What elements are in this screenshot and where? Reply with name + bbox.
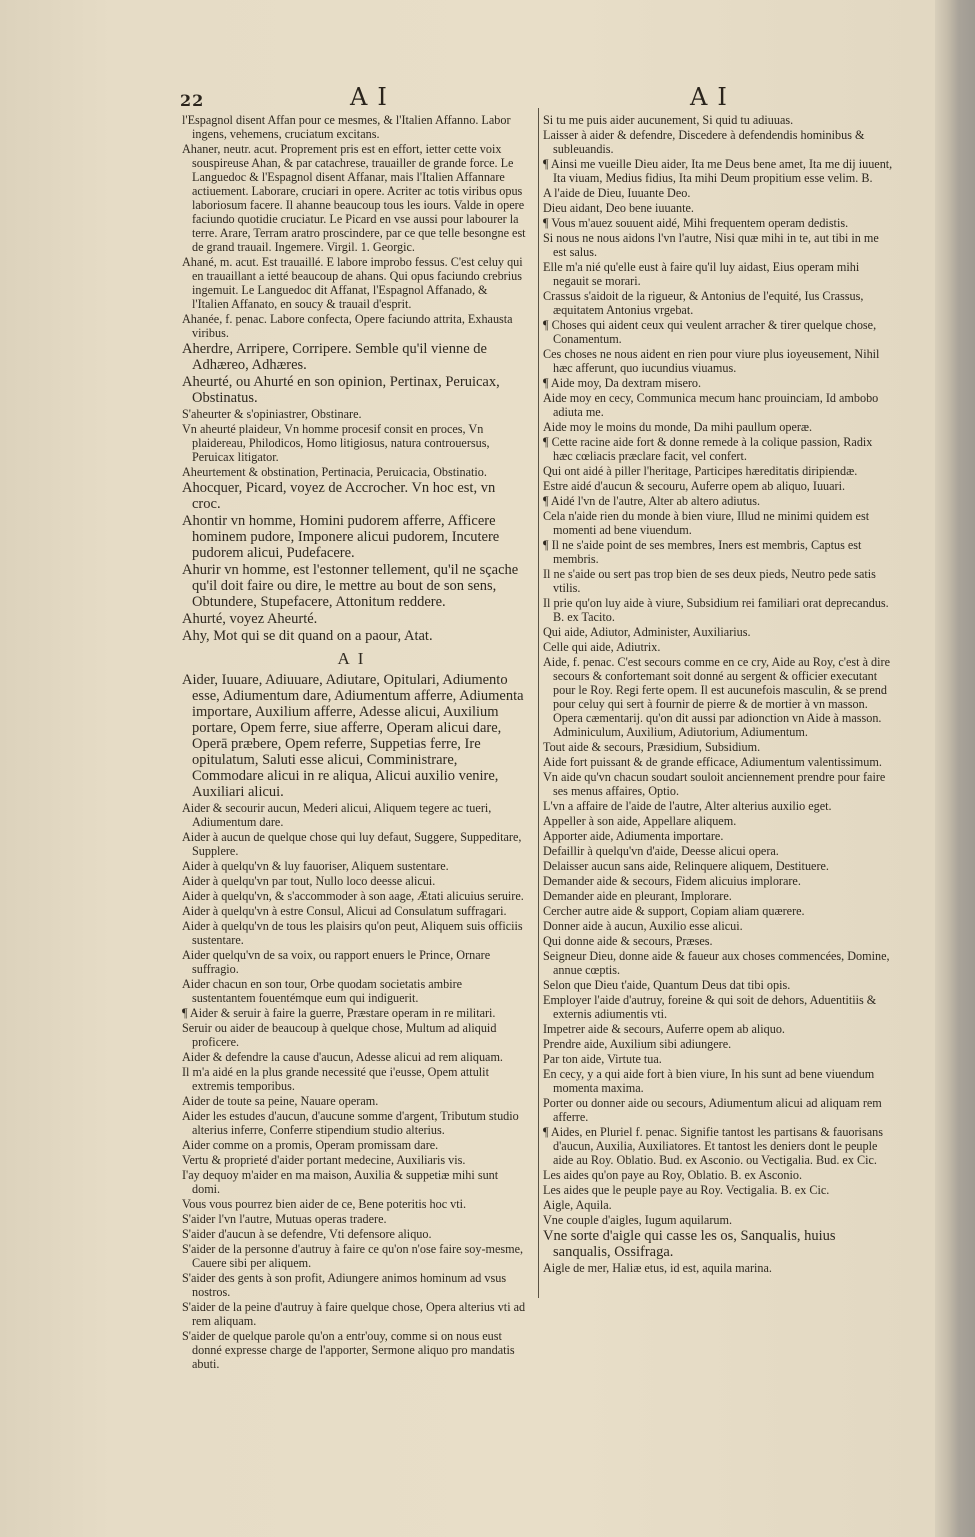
dictionary-entry: Aider à aucun de quelque chose qui luy defaut, Suggere, Suppeditare, Supplere. xyxy=(182,830,522,858)
running-header-right: AI xyxy=(690,83,737,111)
dictionary-entry: Laisser à aider & defendre, Discedere à defendendis hominibus & subleuandis. xyxy=(543,128,865,156)
dictionary-entry: Ahurir vn homme, est l'estonner tellement, qu'il ne sçache qu'il doit faire ou dire, le mettre au bout de son sens, Obtundere, Stupefacere, Attonitum reddere. xyxy=(182,562,519,610)
dictionary-entry: Aider & defendre la cause d'aucun, Adesse alicui ad rem aliquam. xyxy=(182,1050,503,1064)
dictionary-entry: Ahontir vn homme, Homini pudorem afferre, Afficere hominem pudore, Imponere alicui pudorem, Incutere pudorem alicui, Pudefacere. xyxy=(182,513,500,561)
dictionary-entry: Aider, Iuuare, Adiuuare, Adiutare, Opitulari, Adiumento esse, Adiumentum dare, Adiumentum afferre, Adiumenta importare, Auxilium afferre, Adesse alicui, Auxilium portare, Opem ferre, siue afferre, Operam alicui dare, Operā præbere, Opem referre, Suppetias ferre, Ire opitulatum, Saluti esse alicui, Comministrare, Commodare alicui in re aliqua, Alicui auxilio venire, Auxiliari alicui. xyxy=(182,672,524,800)
dictionary-entry: Seruir ou aider de beaucoup à quelque chose, Multum ad aliquid proficere. xyxy=(182,1021,497,1049)
dictionary-entry: Selon que Dieu t'aide, Quantum Deus dat tibi opis. xyxy=(543,978,791,992)
dictionary-entry: Si tu me puis aider aucunement, Si quid tu adiuuas. xyxy=(543,113,794,127)
dictionary-entry: Delaisser aucun sans aide, Relinquere aliquem, Destituere. xyxy=(543,859,829,873)
dictionary-entry: Seigneur Dieu, donne aide & faueur aux choses commencées, Domine, annue cœptis. xyxy=(543,949,890,977)
right-column xyxy=(543,113,893,1276)
dictionary-entry: Ahurté, voyez Aheurté. xyxy=(182,611,318,627)
dictionary-entry: Ahanée, f. penac. Labore confecta, Opere faciundo attrita, Exhausta viribus. xyxy=(182,312,513,340)
dictionary-entry: Tout aide & secours, Præsidium, Subsidium. xyxy=(543,740,761,754)
column-divider xyxy=(538,108,539,1298)
dictionary-entry: S'aheurter & s'opiniastrer, Obstinare. xyxy=(182,407,362,421)
dictionary-entry: ¶ Cette racine aide fort & donne remede à la colique passion, Radix hæc cœliacis præclare facit, vel confert. xyxy=(543,435,873,463)
dictionary-entry: Apporter aide, Adiumenta importare. xyxy=(543,829,724,843)
dictionary-entry: Demander aide en pleurant, Implorare. xyxy=(543,889,732,903)
dictionary-entry: Prendre aide, Auxilium sibi adiungere. xyxy=(543,1037,732,1051)
dictionary-entry: Il m'a aidé en la plus grande necessité que i'eusse, Opem attulit extremis temporibus. xyxy=(182,1065,489,1093)
dictionary-entry: Aider à quelqu'vn, & s'accommoder à son aage, Ætati alicuius seruire. xyxy=(182,889,524,903)
dictionary-entry: S'aider de la personne d'autruy à faire ce qu'on n'ose faire soy-mesme, Cauere sibi per aliquem. xyxy=(182,1242,524,1270)
dictionary-entry: A l'aide de Dieu, Iuuante Deo. xyxy=(543,186,691,200)
dictionary-entry: ¶ Vous m'auez souuent aidé, Mihi frequentem operam dedistis. xyxy=(543,216,849,230)
dictionary-entry: Donner aide à aucun, Auxilio esse alicui. xyxy=(543,919,743,933)
dictionary-entry: ¶ Ainsi me vueille Dieu aider, Ita me Deus bene amet, Ita me dij iuuent, Ita viuam, Medius fidius, Ita mihi Deum propitium esse velim. B. xyxy=(543,157,893,185)
dictionary-entry: Vn aide qu'vn chacun soudart souloit anciennement prendre pour faire ses menus affaires, Optio. xyxy=(543,770,886,798)
dictionary-entry: Les aides que le peuple paye au Roy. Vectigalia. B. ex Cic. xyxy=(543,1183,830,1197)
dictionary-entry: Celle qui aide, Adiutrix. xyxy=(543,640,661,654)
dictionary-entry: Aherdre, Arripere, Corripere. Semble qu'il vienne de Adhæreo, Adhæres. xyxy=(182,341,487,373)
dictionary-entry: Qui ont aidé à piller l'heritage, Participes hæreditatis diripiendæ. xyxy=(543,464,858,478)
dictionary-entry: Aider quelqu'vn de sa voix, ou rapport enuers le Prince, Ornare suffragio. xyxy=(182,948,491,976)
dictionary-entry: Aider & secourir aucun, Mederi alicui, Aliquem tegere ac tueri, Adiumentum dare. xyxy=(182,801,492,829)
dictionary-entry: S'aider d'aucun à se defendre, Vti defensore aliquo. xyxy=(182,1227,432,1241)
dictionary-entry: Vne couple d'aigles, Iugum aquilarum. xyxy=(543,1213,733,1227)
dictionary-entry: Aider à quelqu'vn & luy fauoriser, Aliquem sustentare. xyxy=(182,859,449,873)
dictionary-entry: ¶ Il ne s'aide point de ses membres, Iners est membris, Captus est membris. xyxy=(543,538,862,566)
dictionary-entry: Porter ou donner aide ou secours, Adiumentum alicui ad aliquam rem afferre. xyxy=(543,1096,882,1124)
dictionary-entry: Vn aheurté plaideur, Vn homme procesif consit en proces, Vn plaidereau, Philodicos, Homo litigiosus, natura controuersus, Peruicax litigator. xyxy=(182,422,490,464)
dictionary-entry: Si nous ne nous aidons l'vn l'autre, Nisi quæ mihi in te, aut tibi in me est salus. xyxy=(543,231,879,259)
dictionary-entry: S'aider de la peine d'autruy à faire quelque chose, Opera alterius vti ad rem aliquam. xyxy=(182,1300,526,1328)
dictionary-entry: ¶ Aides, en Pluriel f. penac. Signifie tantost les partisans & fauorisans d'aucun, Auxilia, Auxiliatores. Et tantost les deniers dont le peuple aide au Roy. Oblatio. Bud. ex Asconio. ou Vectigalia. Bud. ex Cic. xyxy=(543,1125,883,1167)
dictionary-entry: Employer l'aide d'autruy, foreine & qui soit de dehors, Aduentitiis & externis adiumentis vti. xyxy=(543,993,877,1021)
right-entries xyxy=(543,113,893,1275)
dictionary-entry: Appeller à son aide, Appellare aliquem. xyxy=(543,814,737,828)
dictionary-entry: Aider comme on a promis, Operam promissam dare. xyxy=(182,1138,439,1152)
dictionary-entry: S'aider des gents à son profit, Adiungere animos hominum ad vsus nostros. xyxy=(182,1271,507,1299)
dictionary-entry: Aigle, Aquila. xyxy=(543,1198,612,1212)
dictionary-entry: Aheurté, ou Ahurté en son opinion, Pertinax, Peruicax, Obstinatus. xyxy=(182,374,500,406)
left-entries-before xyxy=(182,113,527,644)
dictionary-entry: Aider à quelqu'vn à estre Consul, Alicui ad Consulatum suffragari. xyxy=(182,904,507,918)
running-header-left: AI xyxy=(350,83,397,111)
dictionary-entry: Les aides qu'on paye au Roy, Oblatio. B. ex Asconio. xyxy=(543,1168,802,1182)
dictionary-entry: Demander aide & secours, Fidem alicuius implorare. xyxy=(543,874,801,888)
section-heading: AI xyxy=(337,649,372,668)
dictionary-entry: Ces choses ne nous aident en rien pour viure plus ioyeusement, Nihil hæc afferunt, quo iucundius viuamus. xyxy=(543,347,880,375)
dictionary-entry: Aheurtement & obstination, Pertinacia, Peruicacia, Obstinatio. xyxy=(182,465,487,479)
dictionary-entry: Aider à quelqu'vn par tout, Nullo loco deesse alicui. xyxy=(182,874,436,888)
dictionary-entry: ¶ Choses qui aident ceux qui veulent arracher & tirer quelque chose, Conamentum. xyxy=(543,318,877,346)
dictionary-entry: Aide fort puissant & de grande efficace, Adiumentum valentissimum. xyxy=(543,755,882,769)
left-entries-after xyxy=(182,672,527,1371)
dictionary-entry: Il ne s'aide ou sert pas trop bien de ses deux pieds, Neutro pede satis vtilis. xyxy=(543,567,876,595)
dictionary-entry: Vous vous pourrez bien aider de ce, Bene poteritis hoc vti. xyxy=(182,1197,467,1211)
dictionary-entry: Aide moy en cecy, Communica mecum hanc prouinciam, Id ambobo adiuta me. xyxy=(543,391,879,419)
dictionary-entry: l'Espagnol disent Affan pour ce mesmes, & l'Italien Affanno. Labor ingens, vehemens, cruciatum excitans. xyxy=(182,113,511,141)
dictionary-entry: Crassus s'aidoit de la rigueur, & Antonius de l'equité, Ius Crassus, æquitatem Antonius vrgebat. xyxy=(543,289,864,317)
page-number: 22 xyxy=(180,91,205,110)
dictionary-entry: Aider les estudes d'aucun, d'aucune somme d'argent, Tributum studio alterius inferre, Conferre stipendium studio alterius. xyxy=(182,1109,519,1137)
dictionary-entry: L'vn a affaire de l'aide de l'autre, Alter alterius auxilio eget. xyxy=(543,799,832,813)
dictionary-entry: Dieu aidant, Deo bene iuuante. xyxy=(543,201,694,215)
dictionary-entry: S'aider l'vn l'autre, Mutuas operas tradere. xyxy=(182,1212,387,1226)
dictionary-entry: ¶ Aide moy, Da dextram misero. xyxy=(543,376,702,390)
dictionary-entry: Aider à quelqu'vn de tous les plaisirs qu'on peut, Aliquem suis officiis sustentare. xyxy=(182,919,523,947)
dictionary-entry: Vne sorte d'aigle qui casse les os, Sanqualis, huius sanqualis, Ossifraga. xyxy=(543,1228,836,1260)
dictionary-entry: Aide moy le moins du monde, Da mihi paullum operæ. xyxy=(543,420,813,434)
dictionary-entry: Cercher autre aide & support, Copiam aliam quærere. xyxy=(543,904,805,918)
dictionary-entry: ¶ Aidé l'vn de l'autre, Alter ab altero adiutus. xyxy=(543,494,761,508)
dictionary-entry: Ahocquer, Picard, voyez de Accrocher. Vn hoc est, vn croc. xyxy=(182,480,496,512)
dictionary-entry: ¶ Aider & seruir à faire la guerre, Præstare operam in re militari. xyxy=(182,1006,496,1020)
dictionary-entry: Ahy, Mot qui se dit quand on a paour, Atat. xyxy=(182,628,433,644)
dictionary-entry: Cela n'aide rien du monde à bien viure, Illud ne minimi quidem est momenti ad bene viuendum. xyxy=(543,509,870,537)
dictionary-entry: Qui aide, Adiutor, Administer, Auxiliarius. xyxy=(543,625,751,639)
dictionary-entry: I'ay dequoy m'aider en ma maison, Auxilia & suppetiæ mihi sunt domi. xyxy=(182,1168,499,1196)
dictionary-entry: S'aider de quelque parole qu'on a entr'ouy, comme si on nous eust donné expresse charge de l'apporter, Sermone aliquo pro mandatis abuti. xyxy=(182,1329,515,1371)
page-edge xyxy=(935,0,975,1537)
left-column xyxy=(182,113,527,1372)
dictionary-entry: Aider de toute sa peine, Nauare operam. xyxy=(182,1094,379,1108)
dictionary-entry: Vertu & proprieté d'aider portant medecine, Auxiliaris vis. xyxy=(182,1153,466,1167)
dictionary-entry: En cecy, y a qui aide fort à bien viure, In his sunt ad bene viuendum momenta maxima. xyxy=(543,1067,875,1095)
dictionary-entry: Defaillir à quelqu'vn d'aide, Deesse alicui opera. xyxy=(543,844,779,858)
dictionary-entry: Par ton aide, Virtute tua. xyxy=(543,1052,662,1066)
dictionary-entry: Ahané, m. acut. Est trauaillé. E labore improbo fessus. C'est celuy qui en trauaillant a ietté beaucoup de ahans. Qui opus faciundo crebrius ingemuit. Le Languedoc dit Affanat, l'Espagnol Affanado, & l'Italien Affanato, en soucy & trauail d'esprit. xyxy=(182,255,523,311)
dictionary-entry: Il prie qu'on luy aide à viure, Subsidium rei familiari orat deprecandus. B. ex Tacito. xyxy=(543,596,889,624)
dictionary-entry: Aide, f. penac. C'est secours comme en ce cry, Aide au Roy, c'est à dire secours & confortemant soit donné au sergent & officier executant pour le Roy. Regi ferte opem. Il est aucunefois masculin, & se prend pour celuy qui sert à fournir de pierre & de mortier à vn masson. Opera cæmentarij. qu'on dit aussi par adionction vn Aide à masson. Adminiculum, Auxilium, Adiutorium, Adiumentum. xyxy=(543,655,890,739)
dictionary-entry: Aigle de mer, Haliæ etus, id est, aquila marina. xyxy=(543,1261,772,1275)
dictionary-entry: Aider chacun en son tour, Orbe quodam societatis ambire sustentantem fouentémque eum qui indiguerit. xyxy=(182,977,463,1005)
dictionary-entry: Elle m'a nié qu'elle eust à faire qu'il luy aidast, Eius operam mihi negauit se morari. xyxy=(543,260,860,288)
dictionary-entry: Estre aidé d'aucun & secouru, Auferre opem ab aliquo, Iuuari. xyxy=(543,479,846,493)
dictionary-entry: Qui donne aide & secours, Præses. xyxy=(543,934,713,948)
dictionary-entry: Ahaner, neutr. acut. Proprement pris est en effort, ietter cette voix souspireuse Ahan, & par catachrese, trauailler de grande force. Le Languedoc & l'Espagnol disent Affanar, mais l'Italien Affannare actiuement. Laborare, cruciari in opere. Acriter ac totis viribus opus laboriosum facere. Il ahanne beaucoup tous les iours. Valde in opere faciundo quotidie cruciatur. Le Picard en vse aussi pour labourer la terre. Arare, Terram aratro proscindere, par ce que telle besongne est de grand trauail. Ingemere. Virgil. 1. Georgic. xyxy=(182,142,526,254)
dictionary-entry: Impetrer aide & secours, Auferre opem ab aliquo. xyxy=(543,1022,785,1036)
